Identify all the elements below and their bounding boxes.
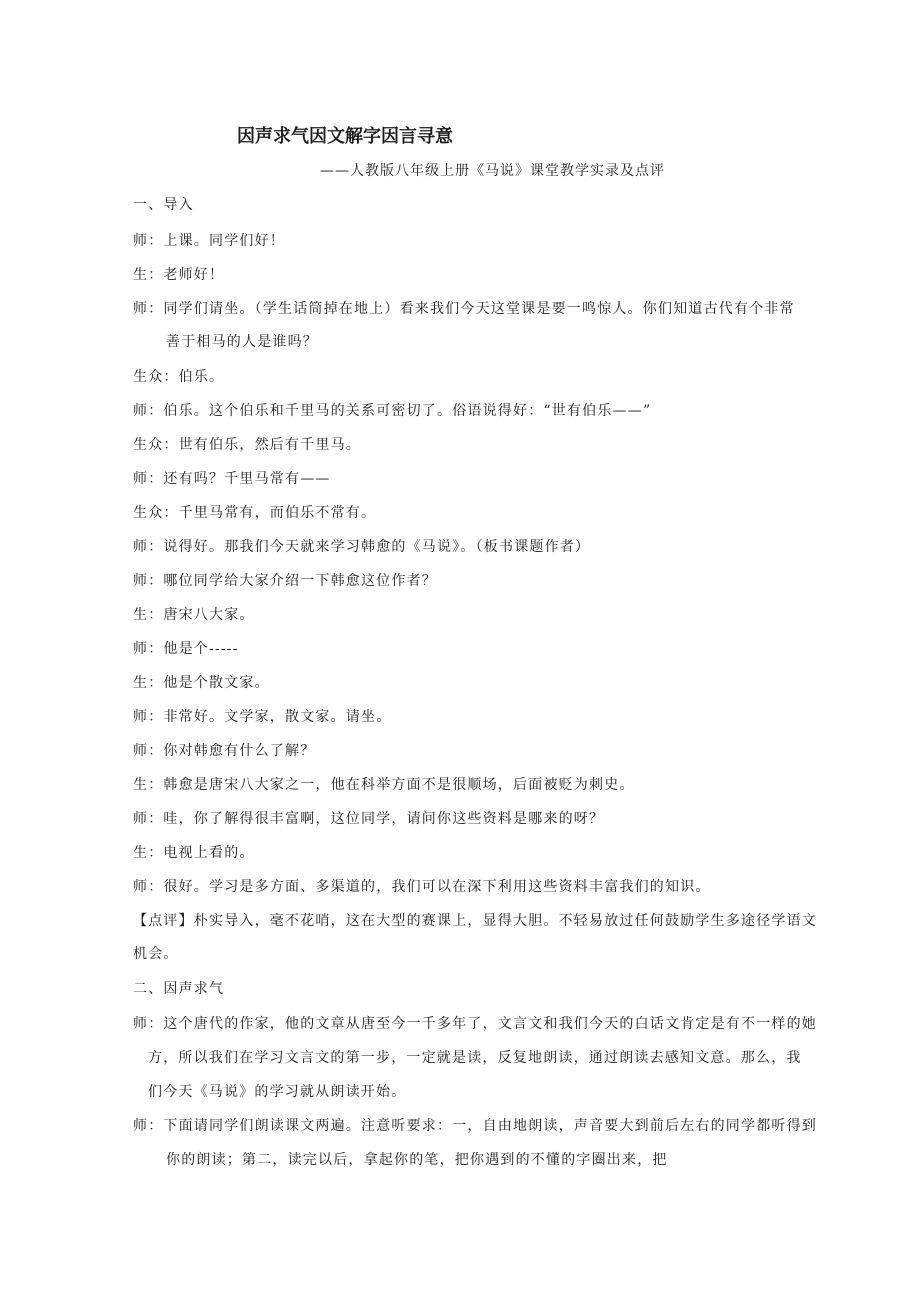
dialogue-line-continuation: 方，所以我们在学习文言文的第一步，一定就是读，反复地朗读，通过朗读去感知文意。那么，我 (148, 1050, 802, 1066)
dialogue-line: 师：很好。学习是多方面、多渠道的，我们可以在深下利用这些资料丰富我们的知识。 (133, 879, 711, 895)
commentary-line: 【点评】朴实导入，毫不花哨，这在大型的赛课上，显得大胆。不轻易放过任何鼓励学生多途径学语文 (133, 913, 817, 929)
dialogue-line: 师：上课。同学们好！ (133, 233, 285, 249)
dialogue-line-continuation: 善于相马的人是谁吗？ (166, 334, 318, 350)
dialogue-line: 生：他是个散文家。 (133, 675, 270, 691)
dialogue-line: 师：哪位同学给大家介绍一下韩愈这位作者？ (133, 573, 437, 589)
dialogue-line: 师：他是个----- (133, 641, 239, 657)
dialogue-line: 师：这个唐代的作家，他的文章从唐至今一千多年了，文言文和我们今天的白话文肯定是有不一样的她 (133, 1016, 817, 1032)
section-heading-reading: 二、因声求气 (133, 981, 225, 997)
dialogue-line: 师：你对韩愈有什么了解？ (133, 743, 316, 759)
dialogue-line: 师：说得好。那我们今天就来学习韩愈的《马说》。（板书课题作者） (133, 539, 591, 555)
commentary-line-continuation: 机会。 (133, 946, 179, 962)
dialogue-line: 生：电视上看的。 (133, 845, 255, 861)
document-subtitle: ——人教版八年级上册《马说》课堂教学实录及点评 (320, 163, 665, 179)
dialogue-line-continuation: 们今天《马说》的学习就从朗读开始。 (148, 1084, 407, 1100)
dialogue-line: 师：同学们请坐。（学生话筒掉在地上）看来我们今天这堂课是要一鸣惊人。你们知道古代有个非常 (133, 301, 795, 317)
dialogue-line: 生：唐宋八大家。 (133, 607, 255, 623)
dialogue-line: 师：非常好。文学家，散文家。请坐。 (133, 709, 392, 725)
dialogue-line: 生众：伯乐。 (133, 369, 225, 385)
dialogue-line-continuation: 你的朗读；第二，读完以后，拿起你的笔，把你遇到的不懂的字圈出来，把 (166, 1152, 668, 1168)
dialogue-line: 生：老师好！ (133, 267, 225, 283)
dialogue-line: 生众：千里马常有，而伯乐不常有。 (133, 505, 377, 521)
dialogue-line: 师：下面请同学们朗读课文两遍。注意听要求：一，自由地朗读，声音要大到前后左右的同学都听得到 (133, 1118, 817, 1134)
document-title: 因声求气因文解字因言寻意 (237, 126, 453, 147)
dialogue-line: 师：还有吗？千里马常有—— (133, 471, 331, 487)
dialogue-line: 生：韩愈是唐宋八大家之一，他在科举方面不是很顺场，后面被贬为刺史。 (133, 777, 635, 793)
dialogue-line: 师：伯乐。这个伯乐和千里马的关系可密切了。俗语说得好：“世有伯乐——” (133, 403, 652, 419)
dialogue-line: 生众：世有伯乐，然后有千里马。 (133, 437, 361, 453)
dialogue-line: 师：哇，你了解得很丰富啊，这位同学，请问你这些资料是哪来的呀？ (133, 811, 605, 827)
section-heading-intro: 一、导入 (133, 197, 194, 213)
